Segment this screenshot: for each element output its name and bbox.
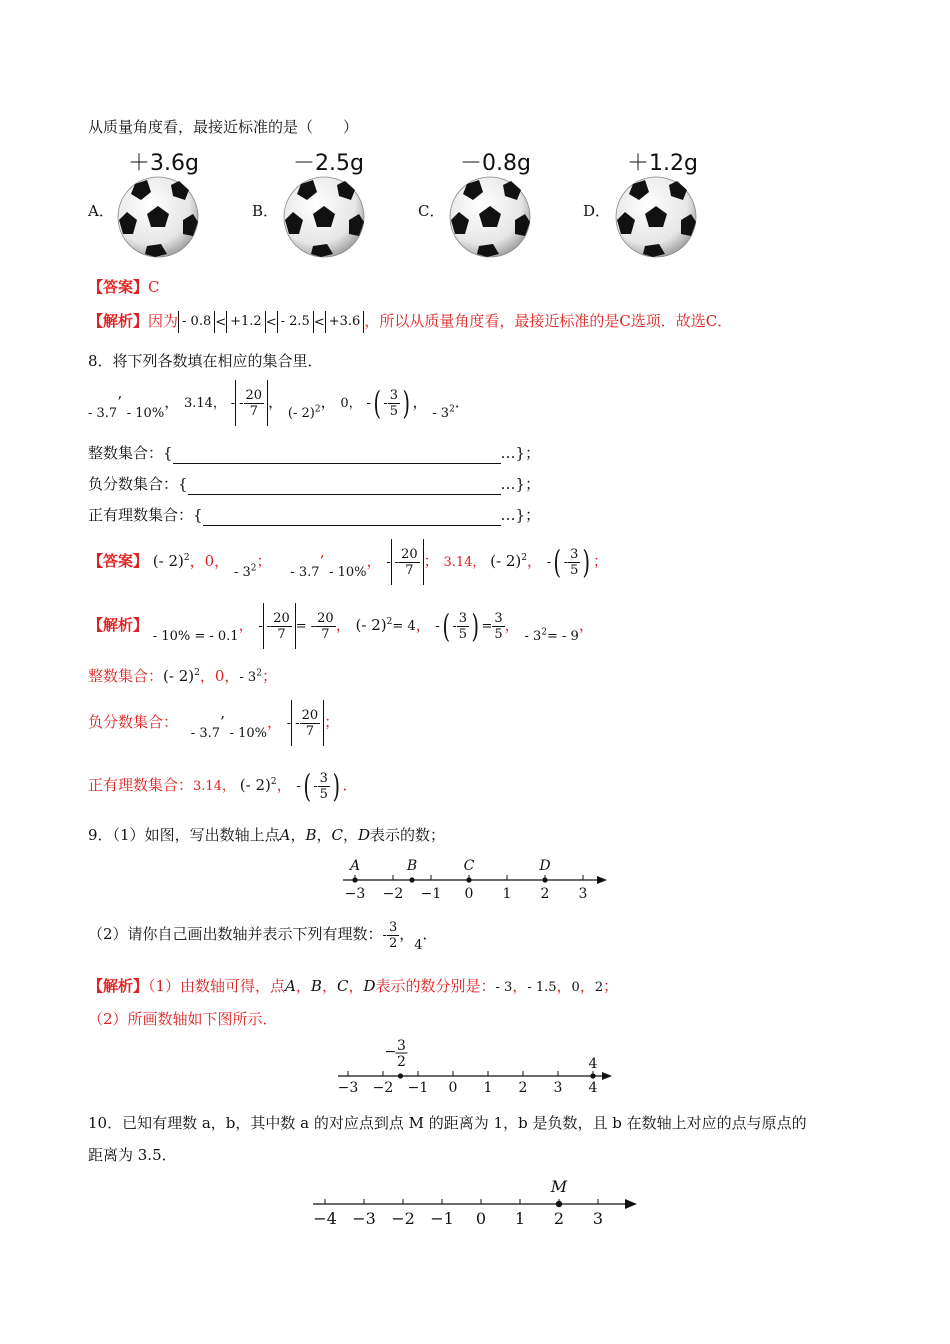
q9-stem: 9．（1）如图，写出数轴上点A，B，C，D表示的数； xyxy=(88,826,446,844)
option-c-letter[interactable]: C． xyxy=(418,202,445,220)
point-four xyxy=(590,1073,595,1078)
axis2-tick-label: 0 xyxy=(448,1080,458,1096)
option-a-weight: ＋3.6g xyxy=(128,151,199,176)
q7-answer: 【答案】C xyxy=(88,278,160,296)
q8-integer-set: 整数集合：(- 2)$^2$，0，- $3^2$； xyxy=(88,667,277,685)
axis2-label-frac-num: 3 xyxy=(397,1038,406,1054)
soccer-ball-icon-a xyxy=(117,176,200,259)
axis3-tick-label: −4 xyxy=(313,1209,337,1228)
axis3-tick-label: 2 xyxy=(553,1209,565,1228)
point-neg-three-halves xyxy=(398,1073,403,1078)
axis1-tick-label: 3 xyxy=(578,886,588,902)
soccer-ball-icon-b xyxy=(283,176,366,259)
axis2-tick-label: −1 xyxy=(407,1080,429,1096)
axis2-tick-label: 3 xyxy=(553,1080,563,1096)
q7-analysis: 【解析】因为 - 0.8 < +1.2 < - 2.5 < +3.6 ，所以从质量角度看，最接近标准的是C选项．故选C． xyxy=(88,310,732,334)
axis3-tick-label: −2 xyxy=(391,1209,415,1228)
q8-analysis: 【解析】 - 10% = - 0.1， - - $\frac{20}{7}$ = - $\frac{20}{7}$ ， (- 2)$^2$= 4， -( - $\frac{3}{5}$ ) = $\frac{3}{5}$ ， - $3^2= - 9$， xyxy=(88,600,594,659)
axis3-tick-label: −1 xyxy=(430,1209,454,1228)
axis2-tick-label: 4 xyxy=(588,1080,598,1096)
point-label-b: B xyxy=(406,858,418,874)
axis1-tick-label: 0 xyxy=(464,886,474,902)
axis2-tick-label: 1 xyxy=(483,1080,493,1096)
point-m xyxy=(556,1201,562,1207)
option-d-weight: ＋1.2g xyxy=(627,151,698,176)
q9-analysis-2: （2）所画数轴如下图所示． xyxy=(88,1010,278,1028)
axis1-tick-label: −1 xyxy=(420,886,442,902)
point-label-c: C xyxy=(463,858,475,874)
q8-numbers: - 3.7’ - 10%， 3.14， - - $\frac{20}{7}$ ， (- 2)$^2$， 0， -( - $\frac{3}{5}$ ) ， - $3^2$． xyxy=(88,380,470,436)
number-line-2 xyxy=(330,1038,620,1102)
q9-part2: （2）请你自己画出数轴并表示下列有理数：- $\frac{3}{2}$ ，4． xyxy=(88,919,438,953)
q10-line1: 10．已知有理数 a，b，其中数 a 的对应点到点 M 的距离为 1，b 是负数，且 b 在数轴上对应的点与原点的 xyxy=(88,1114,807,1132)
number-line-3 xyxy=(305,1172,645,1232)
q8-positive-rational-set: 正有理数集合：3.14， (- 2)$^2$， -( - $\frac{3}{5}$ ) ． xyxy=(88,767,358,805)
integer-set-line[interactable]: 整数集合：{ …}； xyxy=(88,444,541,462)
option-b-letter[interactable]: B． xyxy=(252,202,279,220)
point-a xyxy=(352,877,357,882)
axis2-tick-label: 2 xyxy=(518,1080,528,1096)
axis2-label-minus: − xyxy=(384,1044,397,1060)
point-c xyxy=(466,877,471,882)
axis2-label-4: 4 xyxy=(588,1056,598,1072)
point-label-m: M xyxy=(550,1177,568,1196)
axis1-tick-label: 2 xyxy=(540,886,550,902)
option-c-weight: －0.8g xyxy=(460,151,531,176)
soccer-ball-icon-d xyxy=(615,176,698,259)
q8-stem: 8．将下列各数填在相应的集合里． xyxy=(88,352,323,370)
axis1-tick-label: −3 xyxy=(344,886,366,902)
number-line-1 xyxy=(335,850,615,906)
positive-rational-set-line[interactable]: 正有理数集合：{ …}； xyxy=(88,506,541,524)
axis2-tick-label: −3 xyxy=(337,1080,359,1096)
negative-fraction-set-line[interactable]: 负分数集合：{ …}； xyxy=(88,475,541,493)
q7-stem: 从质量角度看，最接近标准的是（ ） xyxy=(88,118,359,136)
q8-negative-fraction-set: 负分数集合： - 3.7’ - 10%， - - $\frac{20}{7}$ ； xyxy=(88,700,339,756)
axis3-tick-label: 1 xyxy=(514,1209,526,1228)
axis3-tick-label: 3 xyxy=(592,1209,604,1228)
axis2-tick-label: −2 xyxy=(372,1080,394,1096)
option-b-weight: －2.5g xyxy=(293,151,364,176)
point-b xyxy=(409,877,414,882)
axis1-tick-label: 1 xyxy=(502,886,512,902)
q10-line2: 距离为 3.5． xyxy=(88,1146,177,1164)
point-label-d: D xyxy=(539,858,551,874)
option-d-letter[interactable]: D． xyxy=(583,202,611,220)
point-label-a: A xyxy=(349,858,361,874)
axis1-tick-label: −2 xyxy=(382,886,404,902)
q8-answer: 【答案】 (- 2)$^2$，0， - $3^2$； - 3.7’ - 10%， - - $\frac{20}{7}$ ； 3.14， (- 2)$^2$， -( - $\frac{3}{5}$ ) ； xyxy=(88,536,608,595)
soccer-ball-icon-c xyxy=(449,176,532,259)
axis3-tick-label: 0 xyxy=(475,1209,487,1228)
option-a-letter[interactable]: A． xyxy=(88,202,114,220)
point-d xyxy=(542,877,547,882)
q9-analysis-1: 【解析】（1）由数轴可得，点A，B，C，D表示的数分别是：- 3，- 1.5，0，2； xyxy=(88,977,619,995)
axis3-tick-label: −3 xyxy=(352,1209,376,1228)
axis2-label-frac-den: 2 xyxy=(397,1054,406,1070)
